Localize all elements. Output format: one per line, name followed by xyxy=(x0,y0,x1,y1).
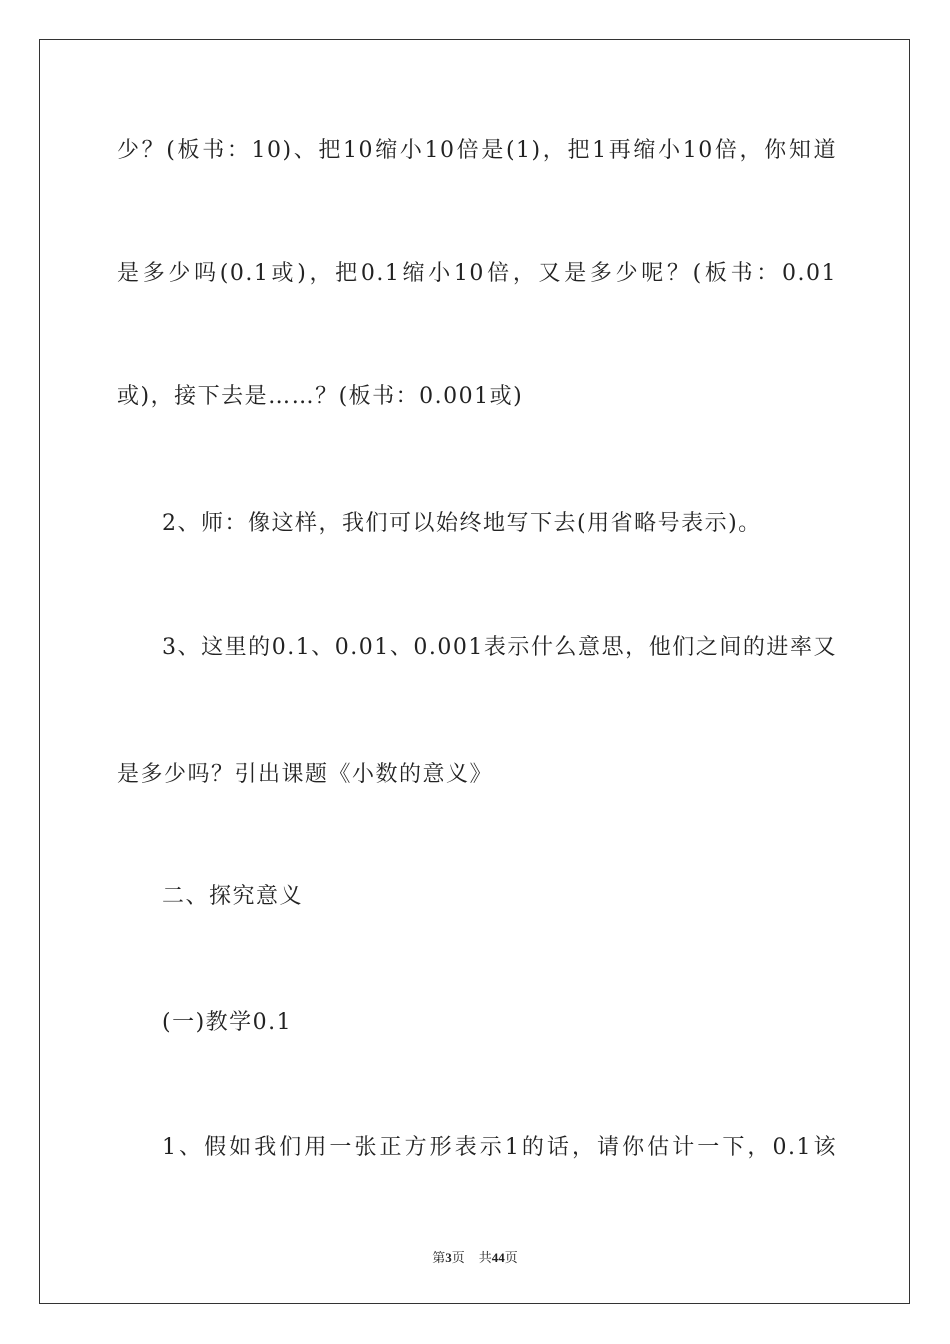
paragraph-line-5: 3、这里的0.1、0.01、0.001表示什么意思，他们之间的进率又 xyxy=(162,635,837,660)
paragraph-line-1: 少？(板书：10)、把10缩小10倍是(1)，把1再缩小10倍，你知道 xyxy=(117,138,837,163)
footer-total-suffix: 页 xyxy=(504,1250,518,1265)
footer-total-pages: 44 xyxy=(491,1250,505,1265)
footer-page-number: 3 xyxy=(445,1250,452,1265)
paragraph-line-3: 或)，接下去是……？(板书：0.001或) xyxy=(117,384,524,409)
paragraph-line-4: 2、师：像这样，我们可以始终地写下去(用省略号表示)。 xyxy=(162,511,762,536)
footer-total-prefix: 共 xyxy=(478,1250,492,1265)
paragraph-line-9: 1、假如我们用一张正方形表示1的话，请你估计一下，0.1该 xyxy=(162,1135,837,1160)
footer-page-prefix: 第 xyxy=(432,1250,446,1265)
page-footer xyxy=(0,1247,950,1266)
paragraph-line-2: 是多少吗(0.1或)，把0.1缩小10倍，又是多少呢？(板书：0.01 xyxy=(117,261,837,286)
page-border xyxy=(39,39,910,1304)
paragraph-line-6: 是多少吗？引出课题《小数的意义》 xyxy=(117,762,494,787)
footer-page-suffix: 页 xyxy=(451,1250,465,1265)
subsection-heading: (一)教学0.1 xyxy=(162,1010,293,1035)
section-heading: 二、探究意义 xyxy=(162,884,304,909)
